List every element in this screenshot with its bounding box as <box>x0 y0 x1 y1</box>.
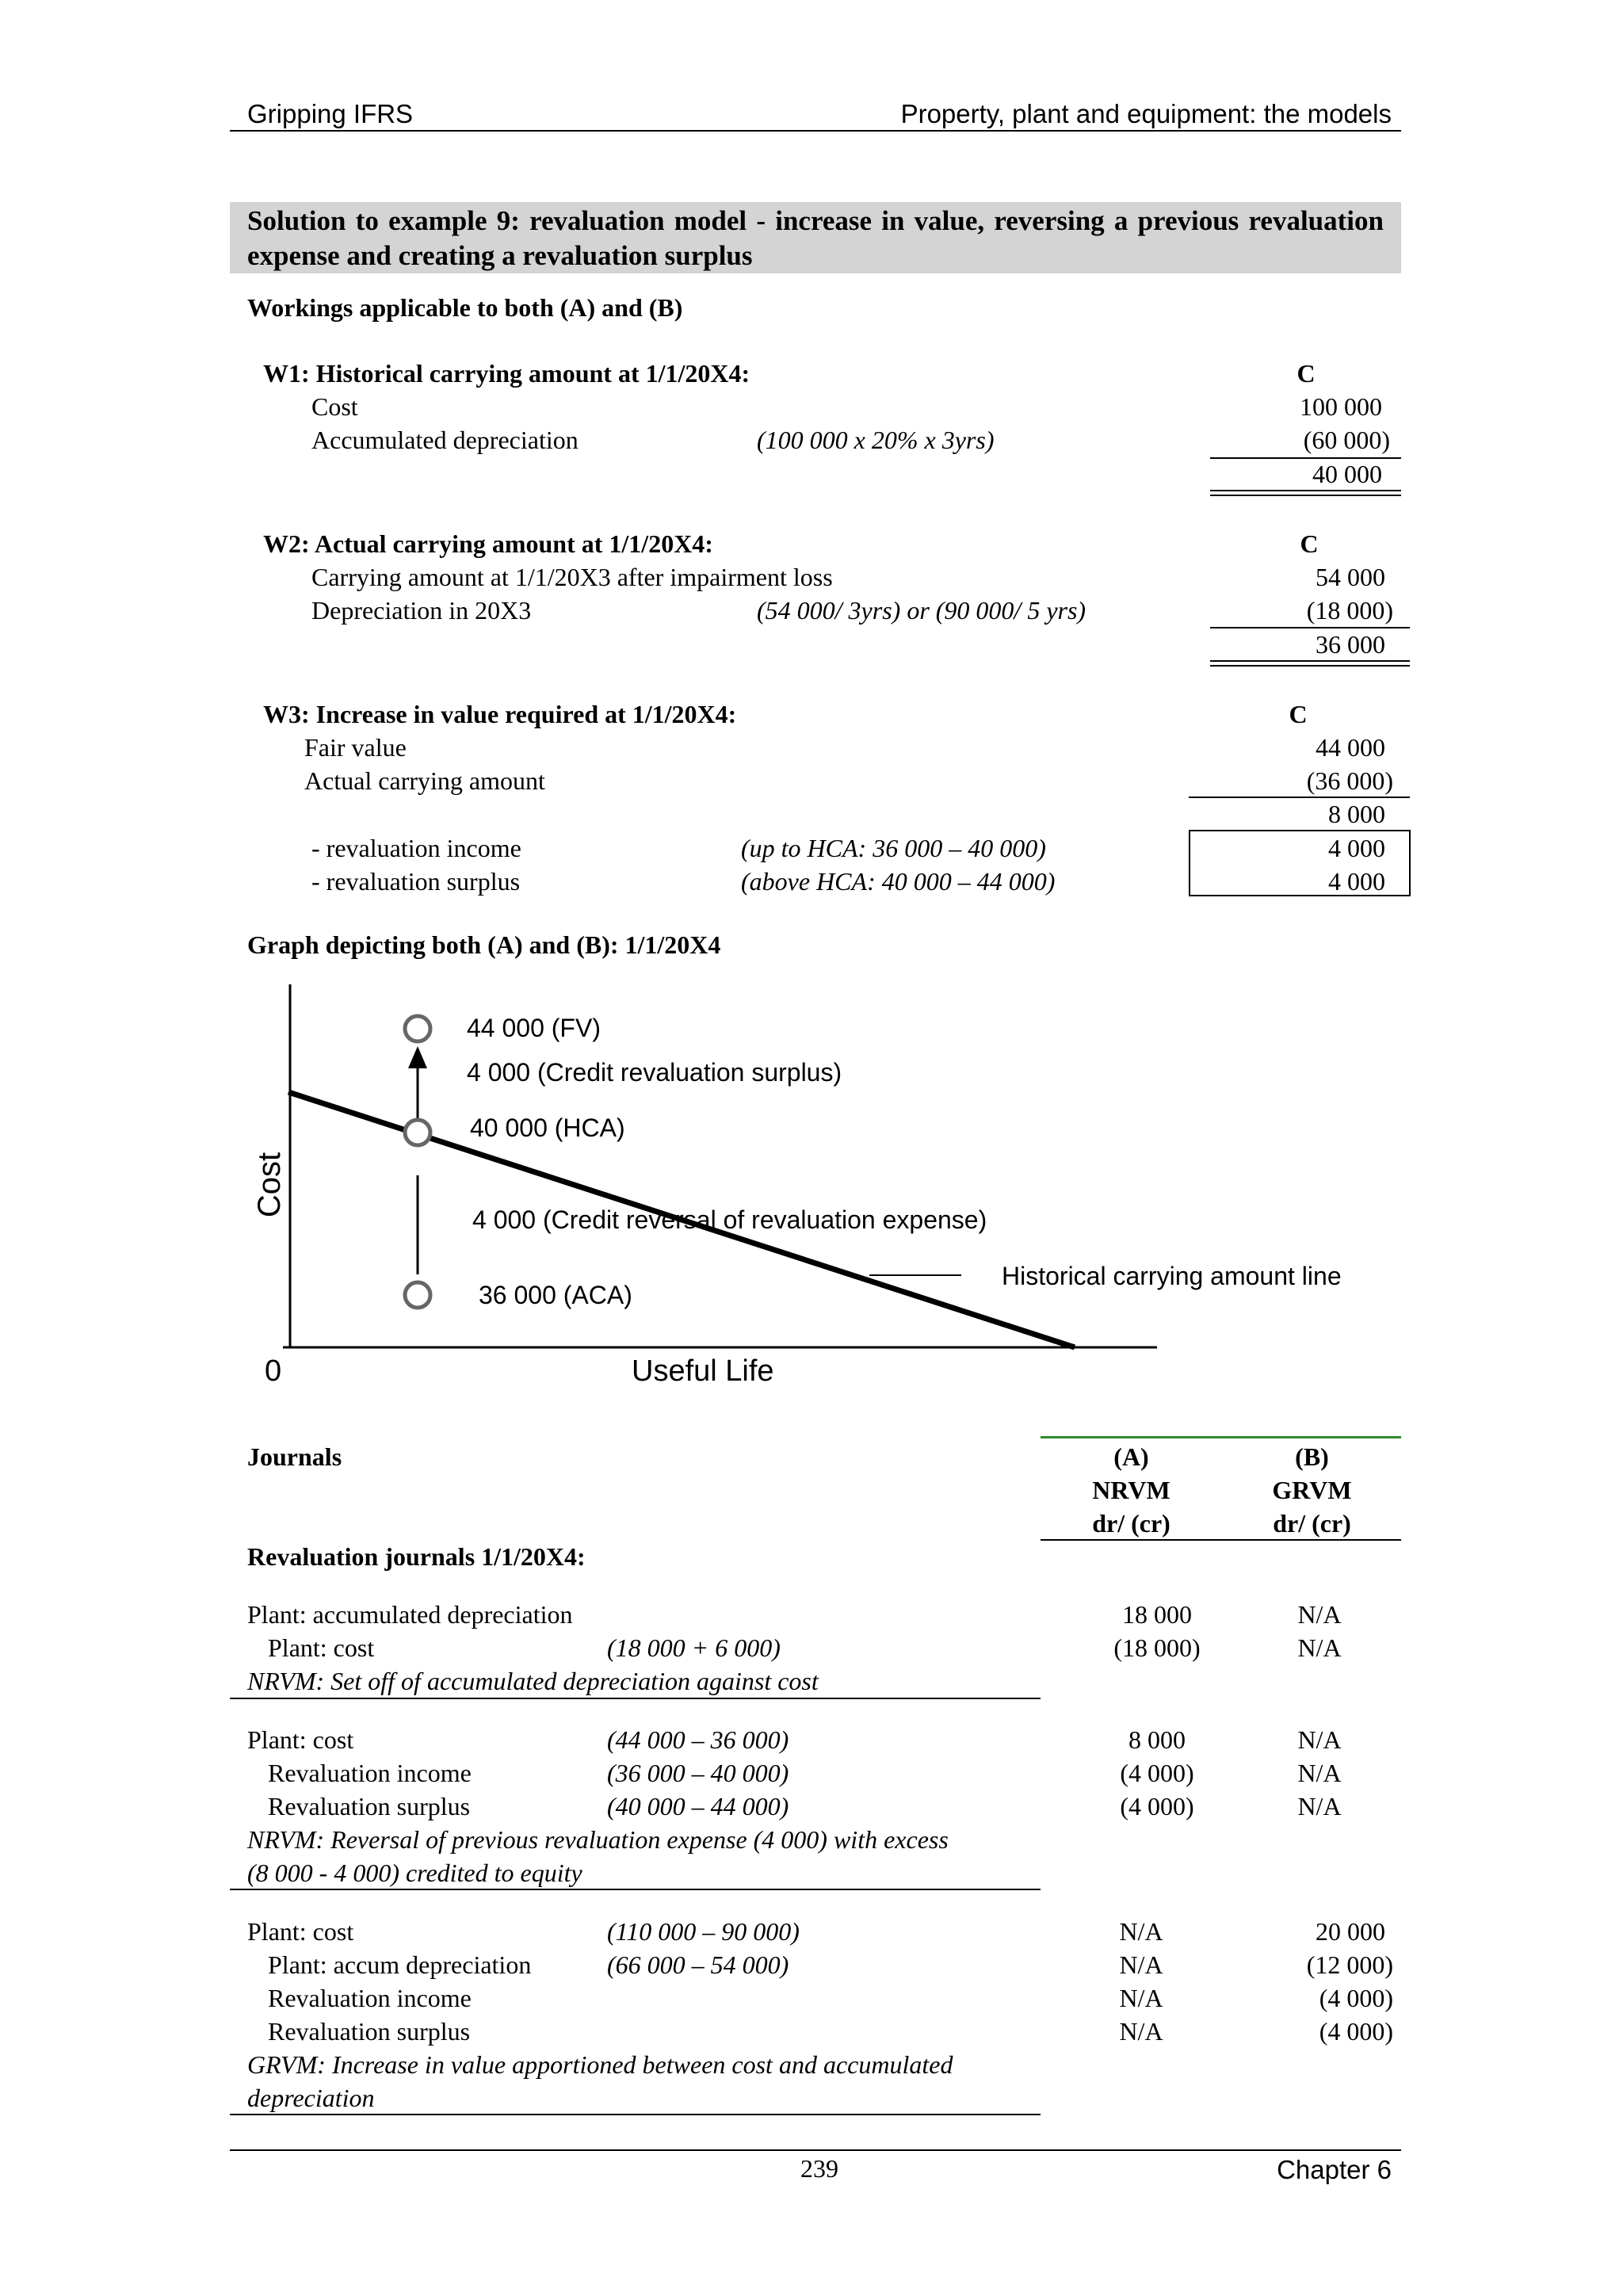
w1-row-label: Accumulated depreciation <box>311 426 579 454</box>
journal-narration: depreciation <box>247 2084 375 2112</box>
col-b-heading: GRVM <box>1272 1476 1352 1504</box>
aca-label: 36 000 (ACA) <box>479 1281 632 1309</box>
w3-subtotal: 8 000 <box>1328 800 1385 828</box>
solution-title: Solution to example 9: revaluation model - increase in value, reversing a previous revaluation expense and creating a revaluation surplus <box>247 205 1384 271</box>
journal-amount-b: (4 000) <box>1319 2017 1393 2046</box>
journal-narration: GRVM: Increase in value apportioned between cost and accumulated <box>247 2050 953 2079</box>
w3-currency: C <box>1289 700 1308 728</box>
w2-row-label: Carrying amount at 1/1/20X3 after impairment loss <box>311 563 833 591</box>
journal-amount-a: 18 000 <box>1122 1600 1192 1629</box>
hca-label: 40 000 (HCA) <box>470 1114 625 1142</box>
w1-row-amount: (60 000) <box>1303 426 1390 454</box>
journal-amount-b: N/A <box>1297 1759 1342 1787</box>
w1-row-amount: 100 000 <box>1300 392 1382 421</box>
journal-account: Revaluation income <box>268 1759 472 1787</box>
surplus-label: 4 000 (Credit revaluation surplus) <box>467 1058 842 1087</box>
w2-currency: C <box>1300 529 1319 558</box>
col-b-heading: (B) <box>1295 1442 1329 1471</box>
journal-note: (18 000 + 6 000) <box>607 1633 781 1662</box>
journal-account: Revaluation income <box>268 1984 472 2012</box>
line-label: Historical carrying amount line <box>1002 1262 1342 1290</box>
chapter-label: Chapter 6 <box>1277 2155 1392 2184</box>
reversal-label: 4 000 (Credit reversal of revaluation expense) <box>472 1205 987 1234</box>
journal-note: (36 000 – 40 000) <box>607 1759 789 1787</box>
aca-point <box>405 1282 430 1308</box>
page-number: 239 <box>800 2154 838 2183</box>
header-left: Gripping IFRS <box>247 99 414 128</box>
journal-amount-a: 8 000 <box>1128 1725 1186 1754</box>
w3-title: W3: Increase in value required at 1/1/20X4: <box>263 700 737 728</box>
journal-narration: (8 000 - 4 000) credited to equity <box>247 1859 582 1887</box>
journal-separator <box>230 1698 1041 1699</box>
w2-row-amount: 54 000 <box>1316 563 1385 591</box>
y-axis-label: Cost <box>252 1152 287 1218</box>
col-a-heading: NRVM <box>1092 1476 1170 1504</box>
journals-title: Journals <box>247 1442 342 1471</box>
hca-point <box>405 1120 430 1145</box>
fv-point <box>405 1016 430 1041</box>
w2-row-label: Depreciation in 20X3 <box>311 596 532 625</box>
col-b-heading: dr/ (cr) <box>1273 1509 1351 1538</box>
journal-amount-a: (4 000) <box>1120 1759 1194 1787</box>
journal-amount-a: (18 000) <box>1113 1633 1201 1662</box>
journal-account: Revaluation surplus <box>268 1792 471 1820</box>
w3-row-label: Actual carrying amount <box>304 766 545 795</box>
journal-amount-a: N/A <box>1119 2017 1163 2046</box>
journal-account: Plant: accum depreciation <box>268 1950 532 1979</box>
journal-amount-a: (4 000) <box>1120 1792 1194 1820</box>
journal-account: Plant: cost <box>247 1725 354 1754</box>
journal-note: (44 000 – 36 000) <box>607 1725 789 1754</box>
origin-label: 0 <box>265 1354 282 1388</box>
w2-total: 36 000 <box>1316 630 1385 659</box>
w2-row-note: (54 000/ 3yrs) or (90 000/ 5 yrs) <box>757 596 1086 625</box>
journal-note: (110 000 – 90 000) <box>607 1917 800 1946</box>
w3-row-label: Fair value <box>304 733 407 762</box>
w3-split-note: (up to HCA: 36 000 – 40 000) <box>741 834 1046 862</box>
journals-column-rule <box>1041 1539 1401 1541</box>
w3-split-note: (above HCA: 40 000 – 44 000) <box>741 867 1056 896</box>
w3-split-label: - revaluation income <box>311 834 521 862</box>
header-right: Property, plant and equipment: the models <box>900 99 1392 128</box>
x-axis-label: Useful Life <box>632 1354 774 1388</box>
journal-amount-b: (12 000) <box>1306 1950 1393 1979</box>
journal-separator <box>230 1889 1041 1890</box>
journal-separator <box>230 2114 1041 2115</box>
journal-amount-b: N/A <box>1297 1725 1342 1754</box>
fv-label: 44 000 (FV) <box>467 1014 601 1042</box>
journal-narration: NRVM: Set off of accumulated depreciation against cost <box>247 1667 819 1695</box>
journal-amount-a: N/A <box>1119 1984 1163 2012</box>
workings-title: Workings applicable to both (A) and (B) <box>247 293 683 322</box>
journal-note: (66 000 – 54 000) <box>607 1950 789 1979</box>
w1-row-label: Cost <box>311 392 358 421</box>
w2-row-amount: (18 000) <box>1306 596 1393 625</box>
arrow-up-icon <box>408 1046 427 1068</box>
journals-header-rule <box>1041 1436 1401 1438</box>
w1-row-note: (100 000 x 20% x 3yrs) <box>757 426 995 454</box>
col-a-heading: dr/ (cr) <box>1092 1509 1170 1538</box>
journal-amount-a: N/A <box>1119 1950 1163 1979</box>
journal-account: Plant: cost <box>247 1917 354 1946</box>
journal-amount-b: N/A <box>1297 1633 1342 1662</box>
journal-narration: NRVM: Reversal of previous revaluation expense (4 000) with excess <box>247 1825 949 1854</box>
w3-row-amount: (36 000) <box>1306 766 1393 795</box>
w3-split-label: - revaluation surplus <box>311 867 521 896</box>
w2-title: W2: Actual carrying amount at 1/1/20X4: <box>263 529 713 558</box>
journal-amount-b: 20 000 <box>1316 1917 1385 1946</box>
col-a-heading: (A) <box>1113 1442 1149 1471</box>
w3-row-amount: 44 000 <box>1316 733 1385 762</box>
w3-split-amount: 4 000 <box>1328 834 1385 862</box>
journal-amount-b: N/A <box>1297 1600 1342 1629</box>
journal-amount-b: (4 000) <box>1319 1984 1393 2012</box>
journal-amount-b: N/A <box>1297 1792 1342 1820</box>
journals-subtitle: Revaluation journals 1/1/20X4: <box>247 1542 586 1571</box>
w1-title: W1: Historical carrying amount at 1/1/20X4: <box>263 359 750 388</box>
journal-account: Plant: accumulated depreciation <box>247 1600 573 1629</box>
journal-amount-a: N/A <box>1119 1917 1163 1946</box>
w1-currency: C <box>1296 359 1316 388</box>
journal-account: Revaluation surplus <box>268 2017 471 2046</box>
footer-rule <box>230 2149 1401 2151</box>
w3-split-amount: 4 000 <box>1328 867 1385 896</box>
journal-note: (40 000 – 44 000) <box>607 1792 789 1820</box>
w1-total: 40 000 <box>1312 460 1382 488</box>
journal-account: Plant: cost <box>268 1633 375 1662</box>
graph-title: Graph depicting both (A) and (B): 1/1/20X4 <box>247 930 721 959</box>
